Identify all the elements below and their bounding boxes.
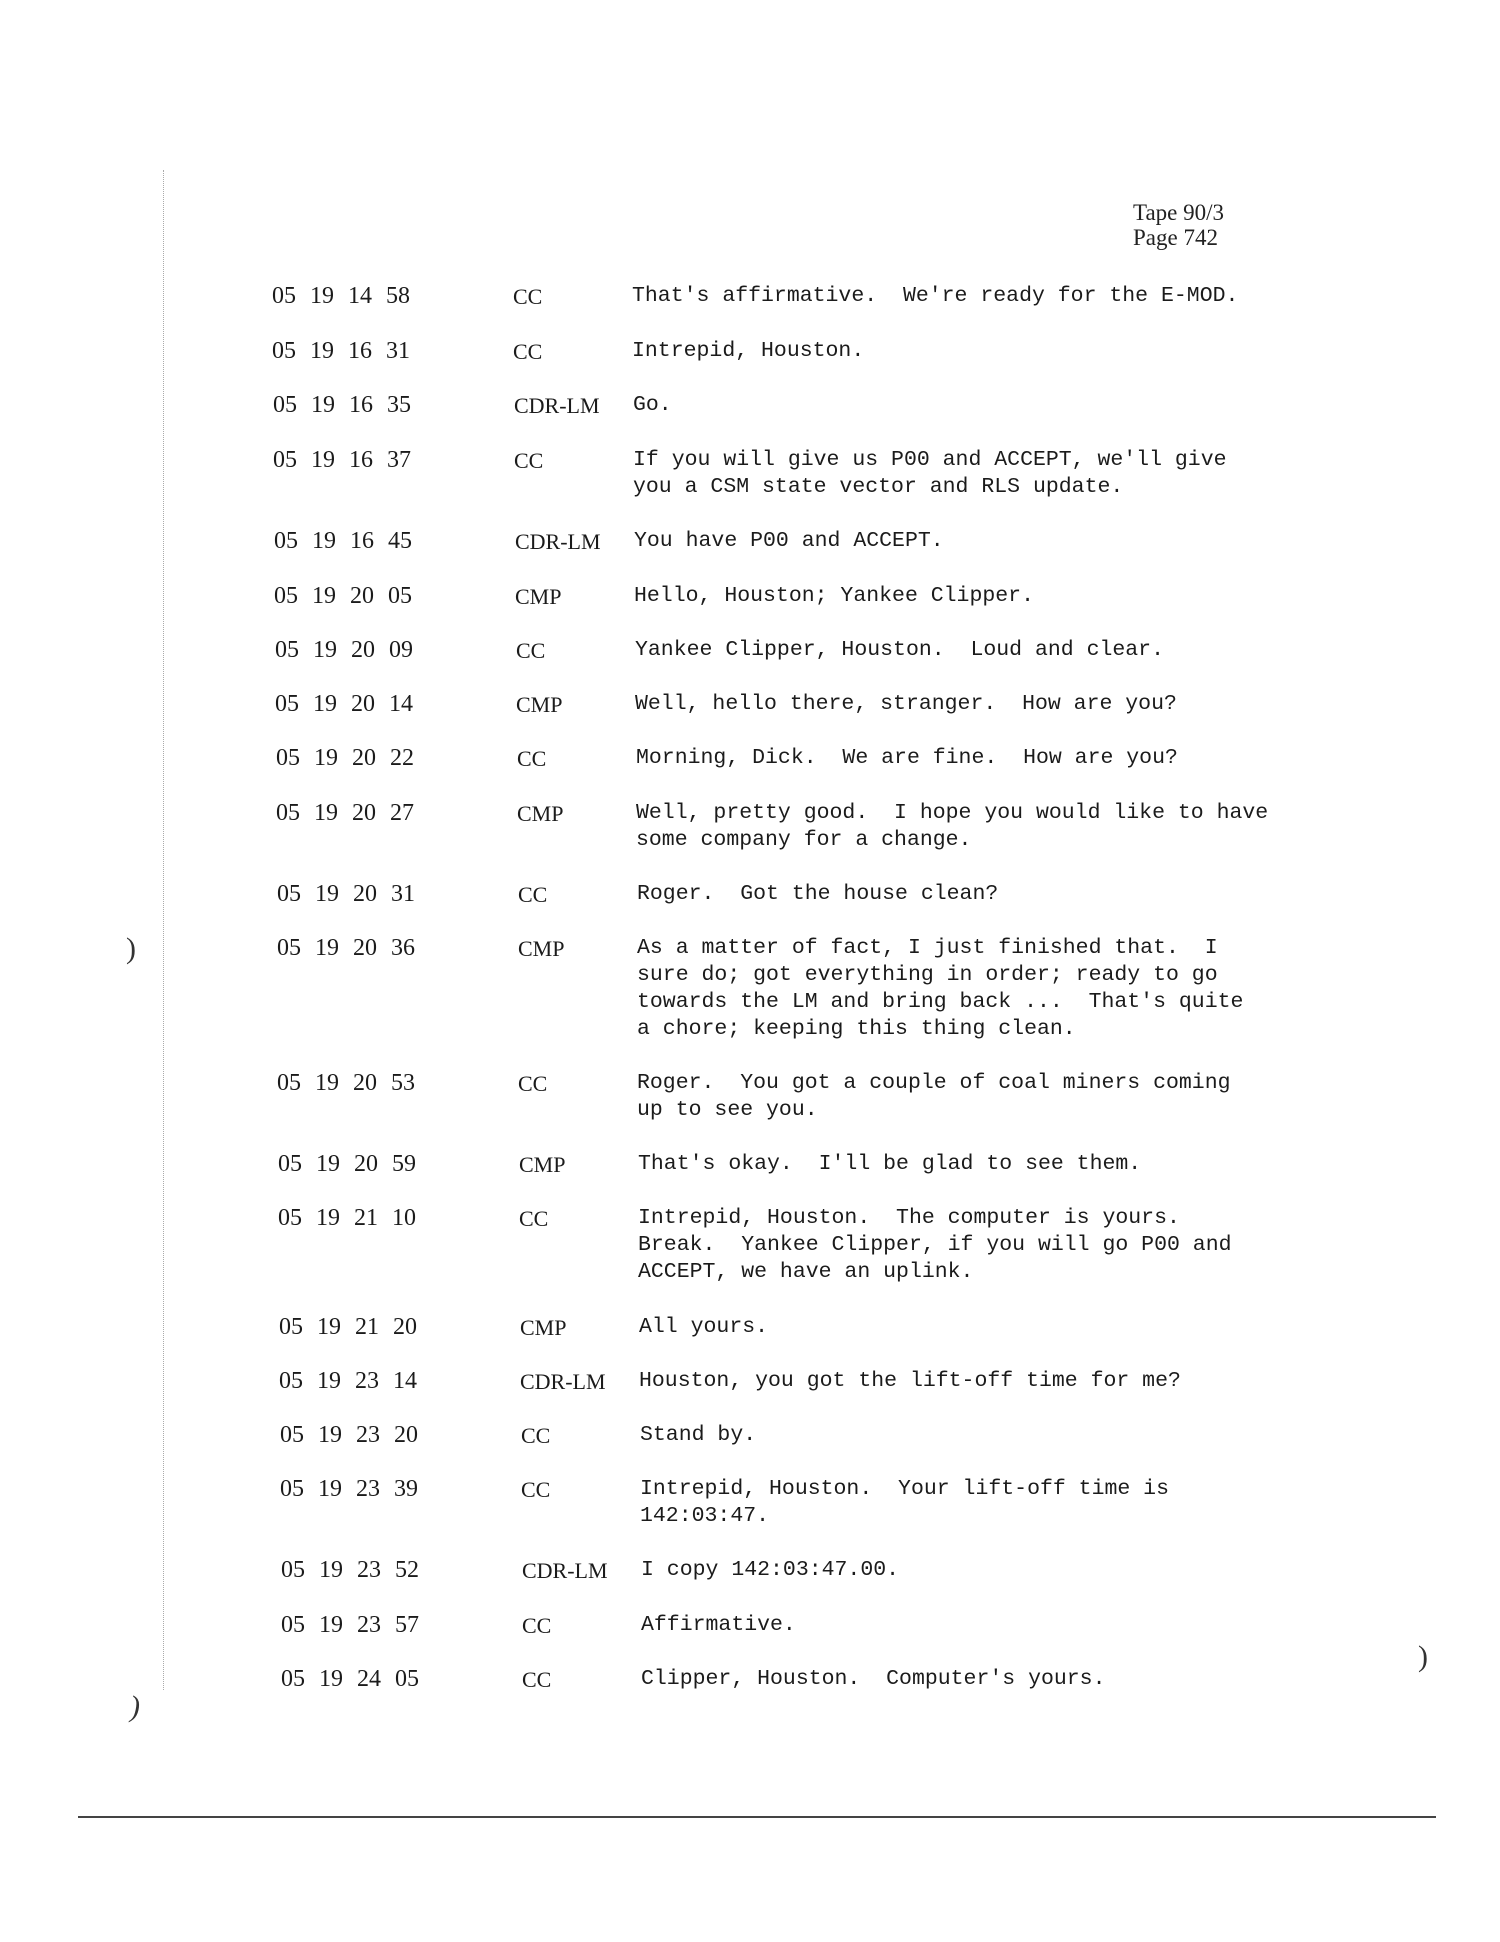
utterance-line: As a matter of fact, I just finished that. I (637, 936, 1218, 960)
utterance-line: Break. Yankee Clipper, if you will go P00 and (638, 1233, 1232, 1257)
speaker: CC (514, 448, 544, 473)
timestamp: 05 19 23 52 (281, 1557, 419, 1583)
utterance-line: Stand by. (640, 1423, 757, 1447)
timestamp: 05 19 16 35 (273, 392, 411, 418)
right-paren-mark: ) (1418, 1640, 1428, 1673)
speaker: CC (513, 339, 543, 364)
utterance-line: Intrepid, Houston. The computer is yours. (638, 1206, 1180, 1230)
timestamp: 05 19 24 05 (281, 1666, 419, 1692)
utterance-line: sure do; got everything in order; ready to go (637, 963, 1218, 987)
utterance-line: a chore; keeping this thing clean. (637, 1017, 1076, 1041)
timestamp: 05 19 16 45 (274, 528, 412, 554)
utterance-line: Go. (633, 393, 672, 417)
timestamp: 05 19 21 10 (278, 1205, 416, 1231)
tape-label: Tape 90/3 (1133, 200, 1225, 225)
utterance-line: Intrepid, Houston. Your lift-off time is (640, 1477, 1169, 1501)
speaker: CMP (516, 692, 563, 717)
left-paren-mark: ) (126, 932, 136, 965)
timestamp: 05 19 20 05 (274, 583, 412, 609)
utterance-line: Yankee Clipper, Houston. Loud and clear. (635, 638, 1164, 662)
utterance-line: Roger. You got a couple of coal miners coming (637, 1071, 1231, 1095)
speaker: CMP (517, 801, 564, 826)
utterance-line: Morning, Dick. We are fine. How are you? (636, 746, 1178, 770)
timestamp: 05 19 20 27 (276, 800, 414, 826)
speaker: CC (521, 1423, 551, 1448)
page-header (1133, 200, 1224, 250)
utterance-line: up to see you. (637, 1098, 818, 1122)
speaker: CMP (520, 1315, 567, 1340)
speaker: CC (517, 746, 547, 771)
timestamp: 05 19 16 31 (272, 338, 410, 364)
timestamp: 05 19 20 53 (277, 1070, 415, 1096)
speaker: CMP (518, 936, 565, 961)
timestamp: 05 19 20 09 (275, 637, 413, 663)
speaker: CC (519, 1206, 549, 1231)
timestamp: 05 19 23 39 (280, 1476, 418, 1502)
timestamp: 05 19 20 14 (275, 691, 413, 717)
timestamp: 05 19 21 20 (279, 1314, 417, 1340)
utterance-line: some company for a change. (636, 828, 972, 852)
speaker: CDR-LM (515, 529, 601, 554)
speaker: CDR-LM (522, 1558, 608, 1583)
utterance-line: If you will give us P00 and ACCEPT, we'll give (633, 448, 1227, 472)
timestamp: 05 19 20 36 (277, 935, 415, 961)
left-margin-dots (163, 170, 166, 1690)
timestamp: 05 19 16 37 (273, 447, 411, 473)
utterance-line: All yours. (639, 1315, 769, 1339)
left-paren-mark-lower: ) (130, 1690, 140, 1723)
timestamp: 05 19 20 22 (276, 745, 414, 771)
utterance-line: Houston, you got the lift-off time for me? (639, 1369, 1181, 1393)
utterance-line: That's okay. I'll be glad to see them. (638, 1152, 1142, 1176)
utterance-line: Well, hello there, stranger. How are you? (635, 692, 1177, 716)
speaker: CC (522, 1613, 552, 1638)
speaker: CC (516, 638, 546, 663)
page-number: Page 742 (1133, 225, 1218, 250)
speaker: CC (518, 882, 548, 907)
utterance-line: you a CSM state vector and RLS update. (633, 475, 1124, 499)
timestamp: 05 19 14 58 (272, 283, 410, 309)
timestamp: 05 19 23 14 (279, 1368, 417, 1394)
utterance-line: Intrepid, Houston. (632, 339, 865, 363)
bottom-rule (78, 1816, 1436, 1818)
utterance-line: That's affirmative. We're ready for the E-MOD. (632, 284, 1239, 308)
speaker: CMP (515, 584, 562, 609)
timestamp: 05 19 20 31 (277, 881, 415, 907)
utterance-line: Hello, Houston; Yankee Clipper. (634, 584, 1034, 608)
utterance-line: Affirmative. (641, 1613, 796, 1637)
speaker: CDR-LM (514, 393, 600, 418)
utterance-line: I copy 142:03:47.00. (641, 1558, 900, 1582)
speaker: CC (521, 1477, 551, 1502)
utterance-line: Clipper, Houston. Computer's yours. (641, 1667, 1106, 1691)
speaker: CC (518, 1071, 548, 1096)
speaker: CDR-LM (520, 1369, 606, 1394)
speaker: CC (522, 1667, 552, 1692)
utterance-line: Well, pretty good. I hope you would like to have (636, 801, 1269, 825)
timestamp: 05 19 23 57 (281, 1612, 419, 1638)
utterance-line: towards the LM and bring back ... That's quite (637, 990, 1244, 1014)
speaker: CC (513, 284, 543, 309)
timestamp: 05 19 20 59 (278, 1151, 416, 1177)
utterance-line: ACCEPT, we have an uplink. (638, 1260, 974, 1284)
utterance-line: Roger. Got the house clean? (637, 882, 999, 906)
timestamp: 05 19 23 20 (280, 1422, 418, 1448)
utterance-line: You have P00 and ACCEPT. (634, 529, 944, 553)
utterance-line: 142:03:47. (640, 1504, 770, 1528)
speaker: CMP (519, 1152, 566, 1177)
